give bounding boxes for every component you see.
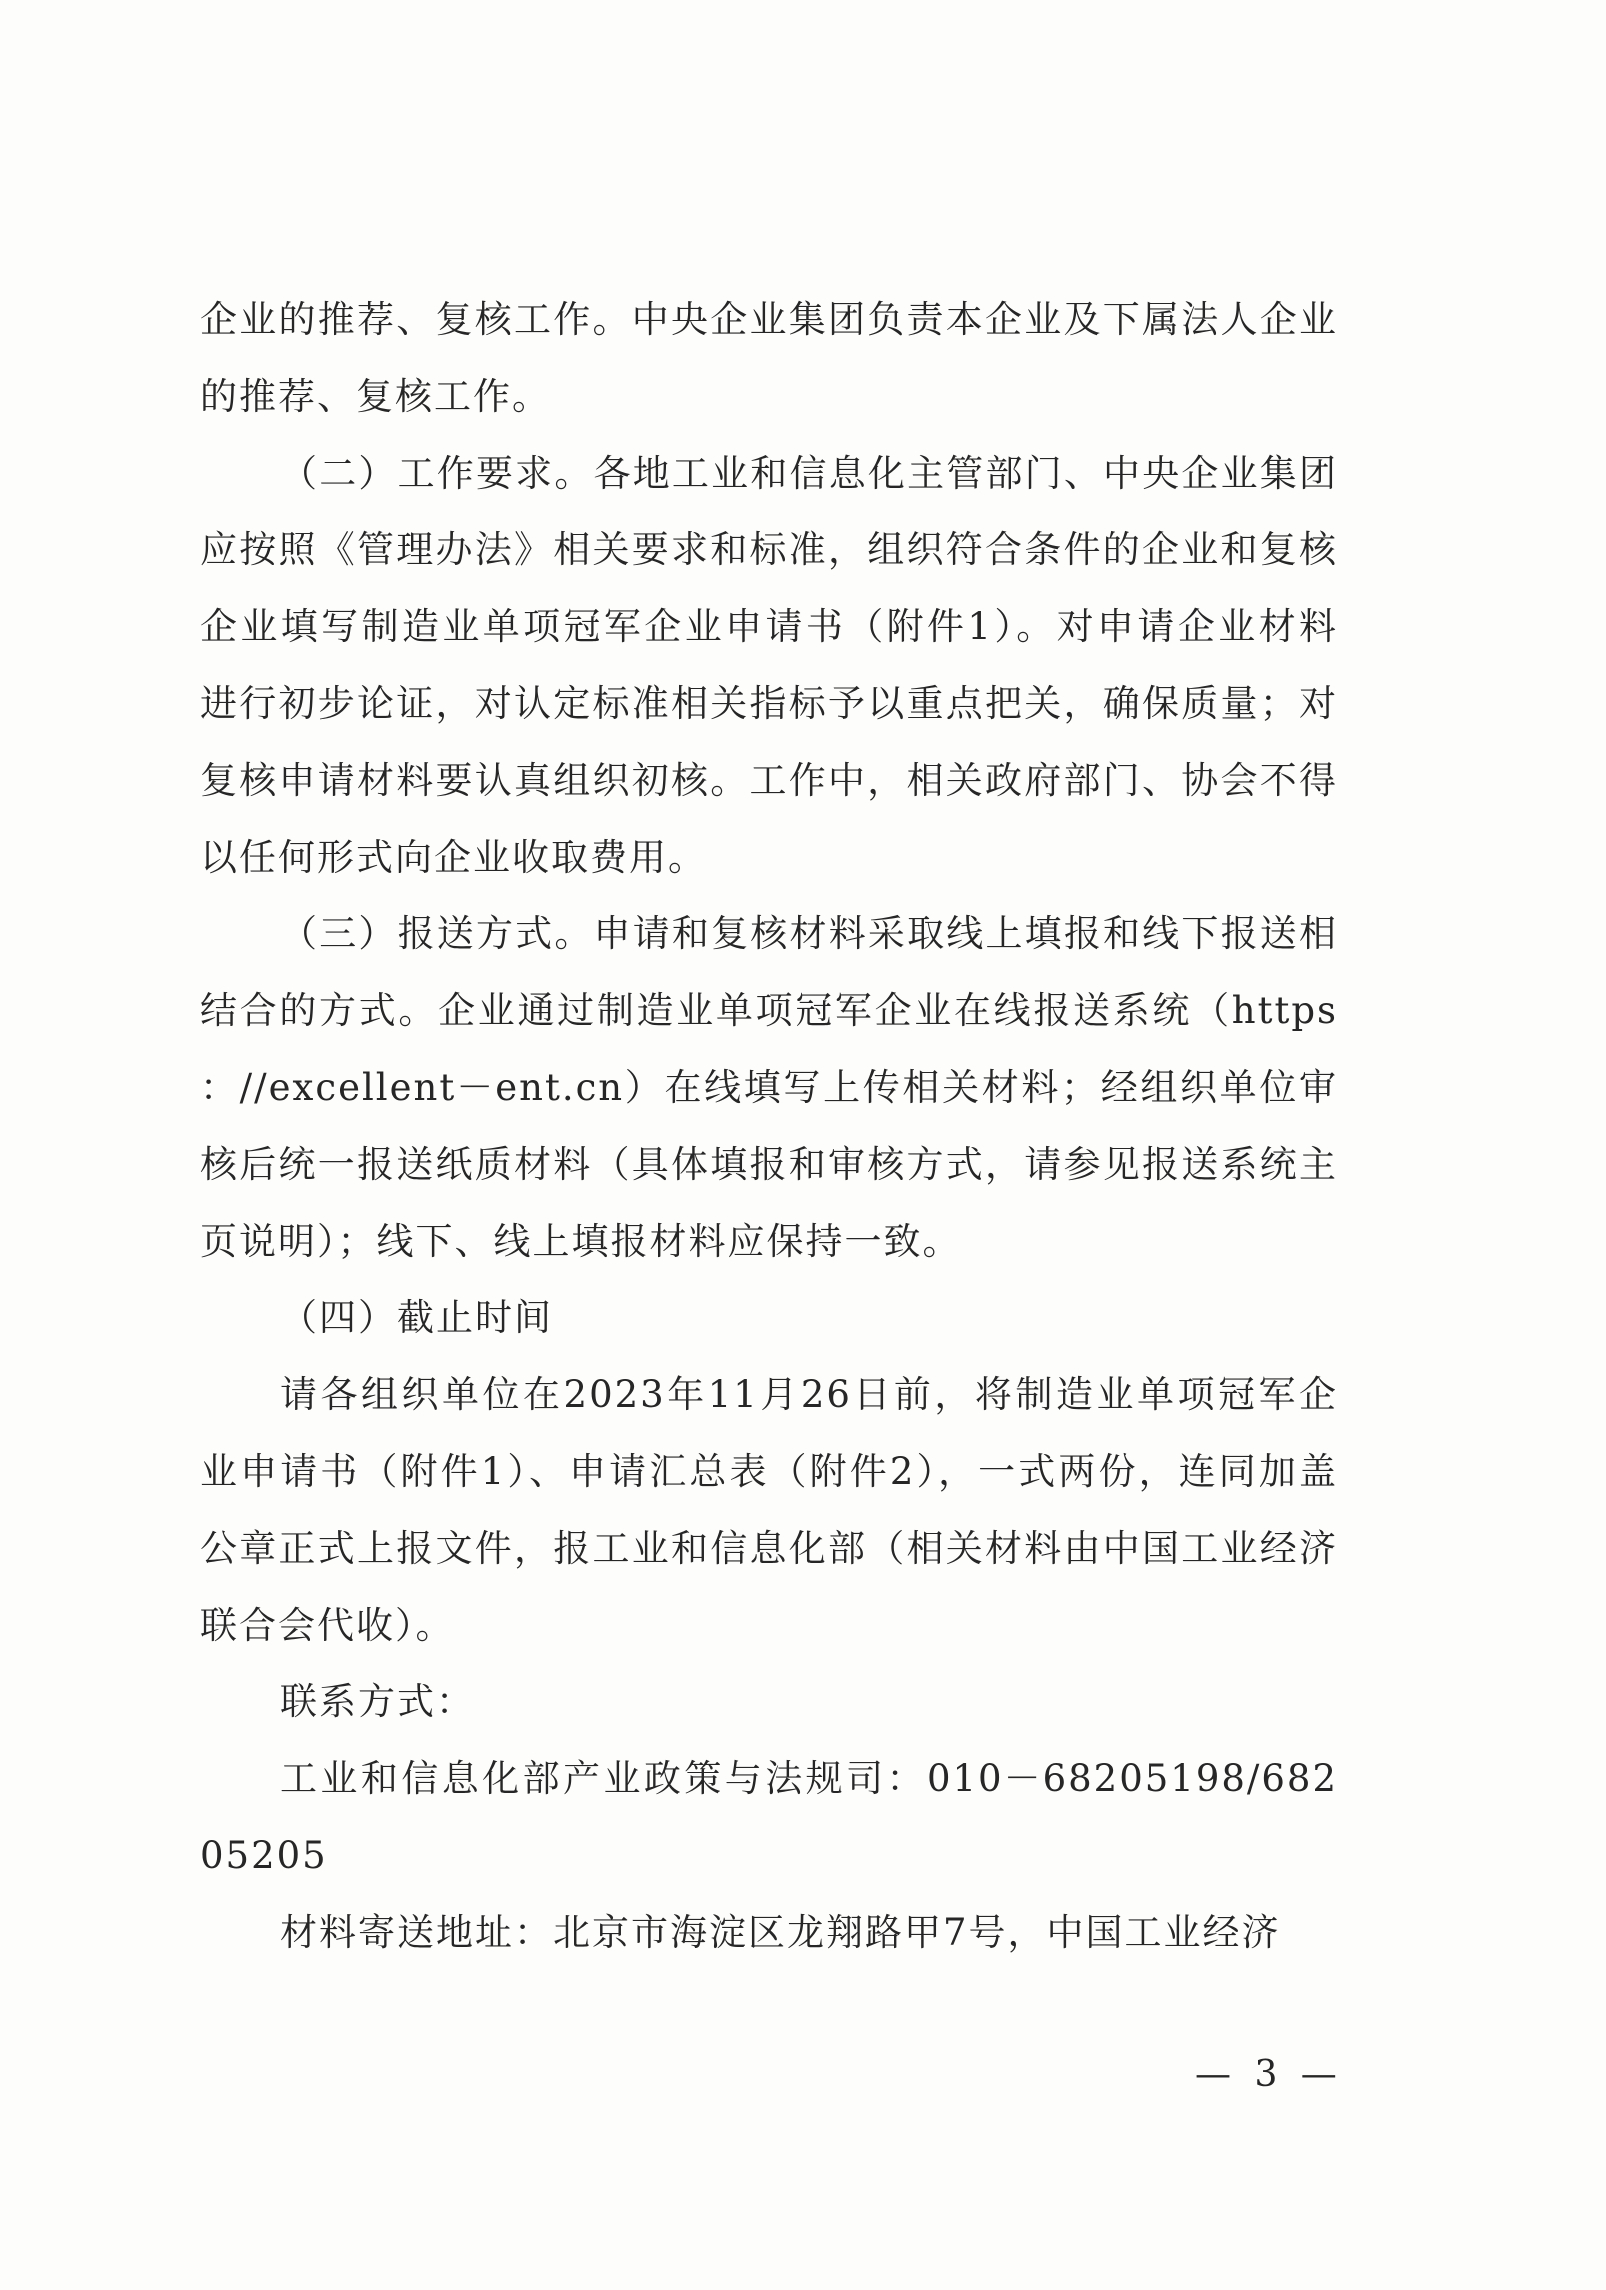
contact-phone: 工业和信息化部产业政策与法规司：010－68205198/68205205 — [200, 1757, 1338, 1877]
paragraph-deadline: 请各组织单位在2023年11月26日前，将制造业单项冠军企业申请书（附件1）、申请汇总表（附件2），一式两份，连同加盖公章正式上报文件，报工业和信息化部（相关材料由中国工业经济联合会代收）。 — [200, 1373, 1338, 1647]
mailing-address: 材料寄送地址：北京市海淀区龙翔路甲7号，中国工业经济 — [280, 1910, 1281, 1954]
heading-deadline: （四）截止时间 — [280, 1296, 553, 1340]
paragraph-recommend-review: 企业的推荐、复核工作。中央企业集团负责本企业及下属法人企业的推荐、复核工作。 — [200, 298, 1338, 418]
page-number: — 3 — — [1195, 2054, 1343, 2095]
paragraph-submission-method: （三）报送方式。申请和复核材料采取线上填报和线下报送相结合的方式。企业通过制造业单项冠军企业在线报送系统（https：//excellent－ent.cn）在线填写上传相关材料；经组织单位审核后统一报送纸质材料（具体填报和审核方式，请参见报送系统主页说明）；线下、线上填报材料应保持一致。 — [200, 912, 1338, 1263]
document-body — [200, 282, 1338, 1972]
paragraph-work-requirements: （二）工作要求。各地工业和信息化主管部门、中央企业集团应按照《管理办法》相关要求和标准，组织符合条件的企业和复核企业填写制造业单项冠军企业申请书（附件1）。对申请企业材料进行初步论证，对认定标准相关指标予以重点把关，确保质量；对复核申请材料要认真组织初核。工作中，相关政府部门、协会不得以任何形式向企业收取费用。 — [200, 451, 1338, 879]
contact-heading: 联系方式： — [280, 1680, 475, 1724]
